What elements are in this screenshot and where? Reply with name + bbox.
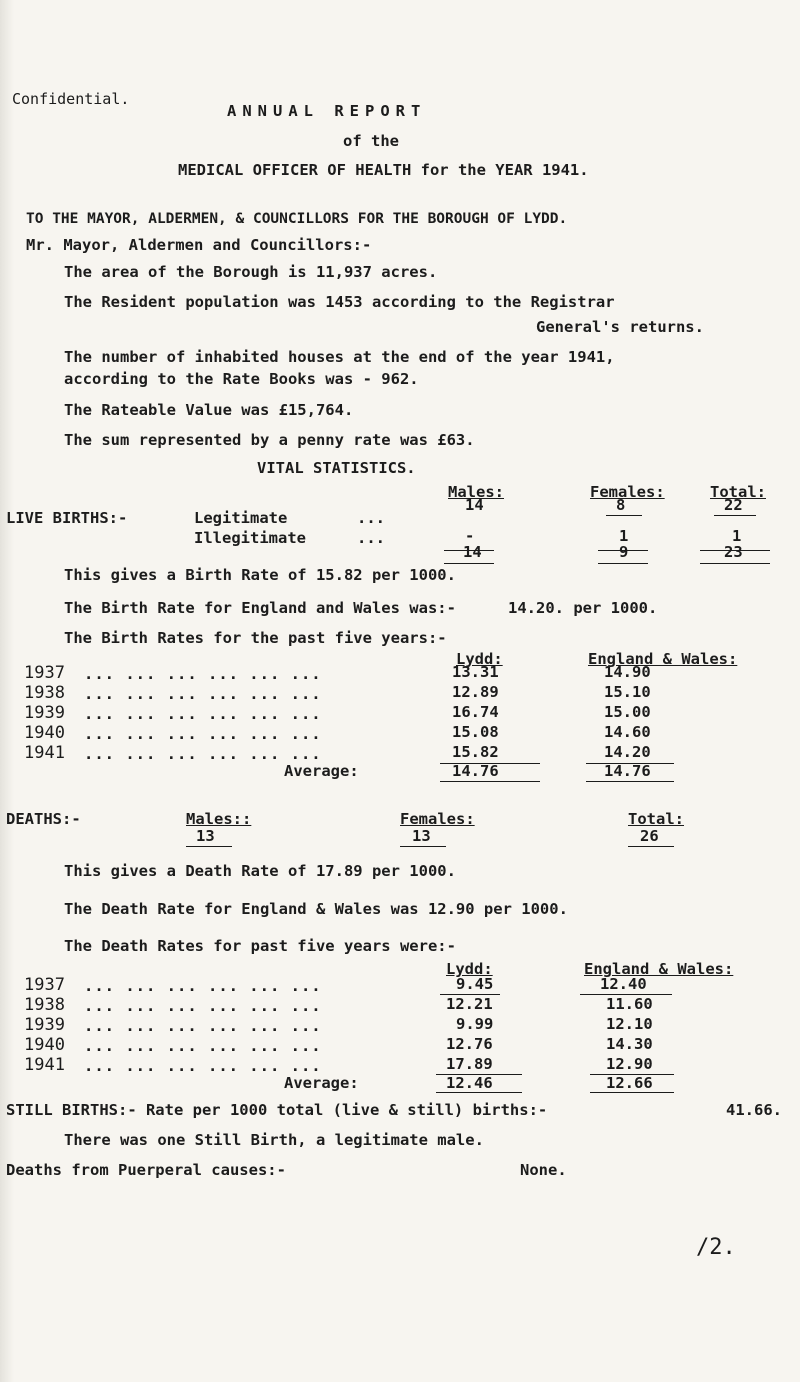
- birth-dots-1940: ... ... ... ... ... ...: [84, 725, 322, 743]
- england-death-rate-text: The Death Rate for England & Wales was 12.90 per 1000.: [64, 900, 568, 918]
- birth-year-1941: 1941: [24, 743, 65, 763]
- death-dots-1938: ... ... ... ... ... ...: [84, 997, 322, 1015]
- birth-lydd-1937: 13.31: [452, 663, 499, 681]
- death-rates-heading: The Death Rates for past five years were:-: [64, 937, 456, 955]
- deaths-females-label: Females:: [400, 810, 475, 828]
- puerperal-text: Deaths from Puerperal causes:-: [6, 1161, 286, 1179]
- deaths-total-label: Total:: [628, 810, 684, 828]
- birth-lydd-1938: 12.89: [452, 683, 499, 701]
- birth-average-england: 14.76: [604, 762, 651, 780]
- confidential-label: Confidential.: [12, 90, 130, 108]
- death-lydd-1937: 9.45: [456, 975, 494, 993]
- legitimate-females: 8: [616, 496, 626, 514]
- still-birth-note: There was one Still Birth, a legitimate male.: [64, 1131, 484, 1149]
- illegitimate-label: Illegitimate: [194, 529, 306, 547]
- birth-dots-1937: ... ... ... ... ... ...: [84, 665, 322, 683]
- england-birth-rate-value: 14.20. per 1000.: [508, 599, 658, 617]
- birth-year-1937: 1937: [24, 663, 65, 683]
- deaths-total: 26: [640, 827, 659, 845]
- birth-average-label: Average:: [284, 762, 359, 780]
- birth-dots-1938: ... ... ... ... ... ...: [84, 685, 322, 703]
- still-births-text: STILL BIRTHS:- Rate per 1000 total (live & still) births:-: [6, 1101, 548, 1119]
- death-lydd-1939: 9.99: [456, 1015, 494, 1033]
- death-rate-text: This gives a Death Rate of 17.89 per 1000.: [64, 862, 456, 880]
- death-dots-1939: ... ... ... ... ... ...: [84, 1017, 322, 1035]
- death-dots-1937: ... ... ... ... ... ...: [84, 977, 322, 995]
- birth-rate-text: This gives a Birth Rate of 15.82 per 1000.: [64, 566, 456, 584]
- legitimate-dots: ...: [357, 509, 385, 527]
- illegitimate-females: 1: [619, 527, 629, 545]
- population-line-1: The Resident population was 1453 according to the Registrar: [64, 293, 615, 311]
- legitimate-label: Legitimate: [194, 509, 288, 527]
- death-england-1938: 11.60: [606, 995, 653, 1013]
- birth-dots-1939: ... ... ... ... ... ...: [84, 705, 322, 723]
- penny-rate: The sum represented by a penny rate was £63.: [64, 431, 475, 449]
- report-title: ANNUAL REPORT: [227, 102, 427, 120]
- deaths-females: 13: [412, 827, 431, 845]
- birth-england-1939: 15.00: [604, 703, 651, 721]
- live-births-total-females: 9: [619, 543, 629, 561]
- of-the-text: of the: [343, 132, 399, 150]
- death-dots-1940: ... ... ... ... ... ...: [84, 1037, 322, 1055]
- birth-dots-1941: ... ... ... ... ... ...: [84, 745, 322, 763]
- death-average-lydd: 12.46: [446, 1074, 493, 1092]
- birth-lydd-1940: 15.08: [452, 723, 499, 741]
- birth-year-1940: 1940: [24, 723, 65, 743]
- birth-lydd-1941: 15.82: [452, 743, 499, 761]
- vital-statistics-heading: VITAL STATISTICS.: [257, 459, 416, 477]
- birth-england-1938: 15.10: [604, 683, 651, 701]
- rateable-value: The Rateable Value was £15,764.: [64, 401, 354, 419]
- birth-rates-england-header: England & Wales:: [588, 650, 738, 668]
- birth-rates-heading: The Birth Rates for the past five years:-: [64, 629, 447, 647]
- puerperal-value: None.: [520, 1161, 567, 1179]
- live-births-total-header: Total:: [710, 483, 766, 501]
- death-rates-england-header: England & Wales:: [584, 960, 734, 978]
- birth-lydd-1939: 16.74: [452, 703, 499, 721]
- salutation: Mr. Mayor, Aldermen and Councillors:-: [26, 236, 372, 254]
- death-average-label: Average:: [284, 1074, 359, 1092]
- death-year-1938: 1938: [24, 995, 65, 1015]
- legitimate-total: 22: [724, 496, 743, 514]
- birth-average-lydd: 14.76: [452, 762, 499, 780]
- death-year-1937: 1937: [24, 975, 65, 995]
- live-births-grand-total: 23: [724, 543, 743, 561]
- live-births-females-header: Females:: [590, 483, 665, 501]
- report-subtitle: MEDICAL OFFICER OF HEALTH for the YEAR 1941.: [178, 161, 589, 179]
- death-england-1941: 12.90: [606, 1055, 653, 1073]
- live-births-total-males: 14: [463, 543, 482, 561]
- death-england-1939: 12.10: [606, 1015, 653, 1033]
- population-line-2: General's returns.: [536, 318, 704, 336]
- illegitimate-total: 1: [732, 527, 742, 545]
- live-births-label: LIVE BIRTHS:-: [6, 509, 128, 527]
- death-lydd-1940: 12.76: [446, 1035, 493, 1053]
- death-dots-1941: ... ... ... ... ... ...: [84, 1057, 322, 1075]
- death-lydd-1941: 17.89: [446, 1055, 493, 1073]
- houses-line-1: The number of inhabited houses at the end of the year 1941,: [64, 348, 615, 366]
- still-births-value: 41.66.: [726, 1101, 782, 1119]
- death-lydd-1938: 12.21: [446, 995, 493, 1013]
- birth-year-1938: 1938: [24, 683, 65, 703]
- england-birth-rate-text: The Birth Rate for England and Wales was:-: [64, 599, 456, 617]
- deaths-males: 13: [196, 827, 215, 845]
- death-year-1940: 1940: [24, 1035, 65, 1055]
- birth-year-1939: 1939: [24, 703, 65, 723]
- death-average-england: 12.66: [606, 1074, 653, 1092]
- legitimate-males: 14: [465, 496, 484, 514]
- death-rates-lydd-header: Lydd:: [446, 960, 493, 978]
- birth-england-1941: 14.20: [604, 743, 651, 761]
- live-births-males-header: Males:: [448, 483, 504, 501]
- birth-rates-lydd-header: Lydd:: [456, 650, 503, 668]
- death-year-1941: 1941: [24, 1055, 65, 1075]
- page-number: /2.: [696, 1235, 736, 1260]
- address-line: TO THE MAYOR, ALDERMEN, & COUNCILLORS FOR THE BOROUGH OF LYDD.: [26, 211, 568, 227]
- illegitimate-dots: ...: [357, 529, 385, 547]
- illegitimate-males: -: [465, 527, 475, 545]
- area-paragraph: The area of the Borough is 11,937 acres.: [64, 263, 438, 281]
- birth-england-1937: 14.90: [604, 663, 651, 681]
- houses-line-2: according to the Rate Books was - 962.: [64, 370, 419, 388]
- deaths-label: DEATHS:-: [6, 810, 81, 828]
- birth-england-1940: 14.60: [604, 723, 651, 741]
- death-year-1939: 1939: [24, 1015, 65, 1035]
- deaths-males-label: Males::: [186, 810, 252, 828]
- death-england-1937: 12.40: [600, 975, 647, 993]
- death-england-1940: 14.30: [606, 1035, 653, 1053]
